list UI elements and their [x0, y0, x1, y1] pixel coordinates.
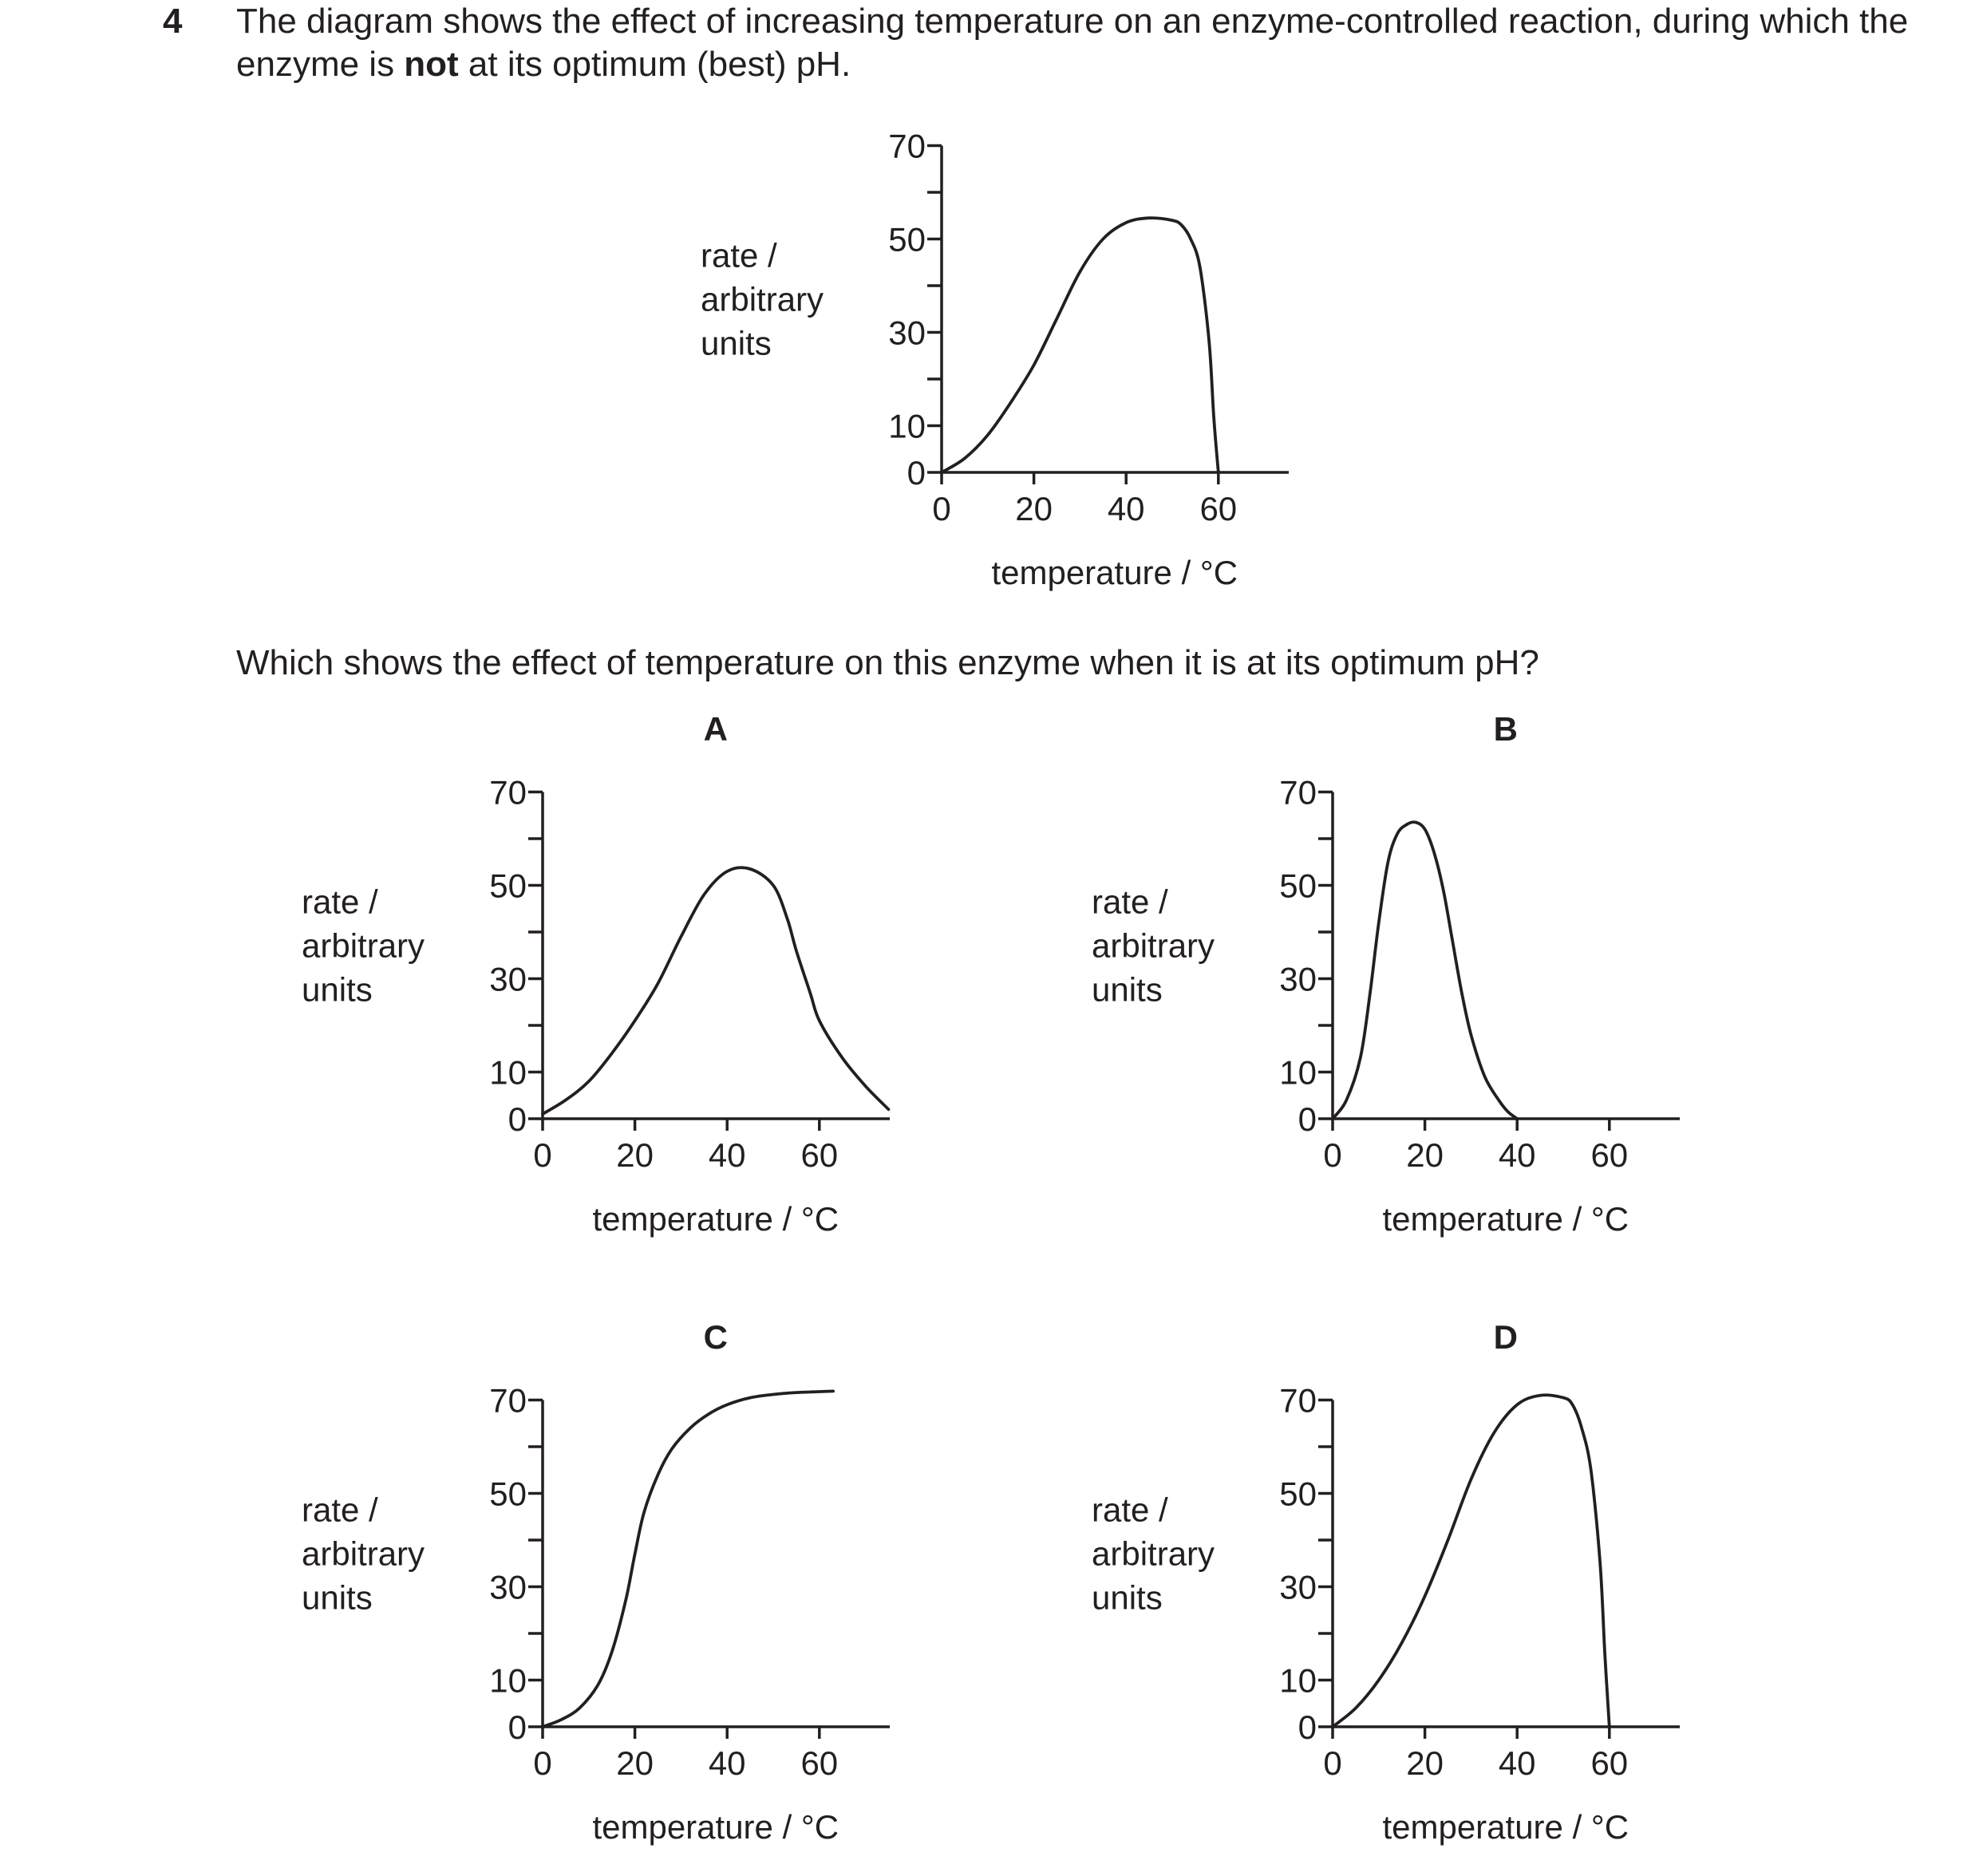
y-tick-label: 0 — [907, 454, 926, 492]
x-tick-label: 60 — [1590, 1136, 1629, 1174]
y-axis-label-line: rate / — [302, 883, 378, 921]
x-tick-label: 20 — [1406, 1136, 1444, 1174]
y-axis-label-line: units — [302, 970, 373, 1009]
y-tick-label: 0 — [1298, 1100, 1317, 1138]
x-tick-label: 20 — [616, 1744, 654, 1782]
y-tick-label: 30 — [489, 1568, 527, 1606]
x-tick-label: 60 — [1199, 490, 1238, 527]
y-tick-label: 10 — [1279, 1661, 1317, 1700]
stem-text-before: The diagram shows the effect of increasing temperature on an enzyme-controlled reaction, during which the enzyme is — [236, 2, 1909, 84]
stem-text-after: at its optimum (best) pH. — [458, 45, 851, 84]
y-axis-label-line: rate / — [302, 1491, 378, 1529]
y-tick-label: 70 — [1279, 1381, 1317, 1420]
rate-curve — [1333, 822, 1517, 1119]
chart-stem — [686, 120, 1325, 606]
option-letter: C — [703, 1318, 728, 1356]
chart-option-d — [1077, 1318, 1716, 1861]
y-tick-label: 70 — [1279, 773, 1317, 812]
y-tick-label: 50 — [489, 1475, 527, 1513]
y-tick-label: 0 — [1298, 1708, 1317, 1746]
x-axis-label: temperature / °C — [1382, 1200, 1629, 1238]
y-axis-label-line: arbitrary — [302, 1534, 425, 1573]
x-axis-label: temperature / °C — [1382, 1808, 1629, 1846]
y-tick-label: 0 — [508, 1100, 527, 1138]
y-axis-label-line: rate / — [1092, 883, 1168, 921]
y-tick-label: 70 — [489, 1381, 527, 1420]
y-tick-label: 30 — [1279, 1568, 1317, 1606]
stem-text-bold: not — [404, 45, 459, 84]
x-tick-label: 40 — [708, 1744, 746, 1782]
rate-curve — [543, 1391, 833, 1727]
y-axis-label-line: arbitrary — [701, 280, 824, 318]
option-letter: A — [703, 710, 728, 748]
x-tick-label: 40 — [1498, 1744, 1536, 1782]
y-axis-label-line: units — [701, 324, 772, 362]
y-tick-label: 10 — [489, 1661, 527, 1700]
x-tick-label: 60 — [800, 1136, 839, 1174]
y-tick-label: 50 — [888, 220, 926, 259]
y-axis-label-line: rate / — [1092, 1491, 1168, 1529]
question-stem — [236, 0, 1928, 86]
y-axis-label-line: arbitrary — [302, 926, 425, 965]
rate-curve — [543, 867, 889, 1114]
y-tick-label: 10 — [888, 407, 926, 445]
x-tick-label: 20 — [616, 1136, 654, 1174]
x-tick-label: 40 — [1498, 1136, 1536, 1174]
y-tick-label: 10 — [489, 1053, 527, 1092]
y-tick-label: 0 — [508, 1708, 527, 1746]
y-tick-label: 50 — [1279, 1475, 1317, 1513]
x-tick-label: 0 — [1323, 1136, 1342, 1174]
y-axis-label-line: units — [1092, 1578, 1163, 1617]
y-axis-label-line: arbitrary — [1092, 1534, 1215, 1573]
y-tick-label: 70 — [489, 773, 527, 812]
y-axis-label-line: arbitrary — [1092, 926, 1215, 965]
x-tick-label: 20 — [1406, 1744, 1444, 1782]
y-tick-label: 50 — [489, 867, 527, 905]
x-tick-label: 0 — [1323, 1744, 1342, 1782]
option-letter: B — [1493, 710, 1518, 748]
chart-option-c — [287, 1318, 926, 1861]
x-axis-label: temperature / °C — [991, 554, 1238, 591]
x-axis-label: temperature / °C — [592, 1200, 839, 1238]
x-tick-label: 40 — [708, 1136, 746, 1174]
question-number: 4 — [163, 2, 183, 41]
option-letter: D — [1493, 1318, 1518, 1356]
chart-option-a — [287, 710, 926, 1253]
x-tick-label: 60 — [1590, 1744, 1629, 1782]
x-tick-label: 20 — [1015, 490, 1053, 527]
y-tick-label: 30 — [1279, 960, 1317, 998]
question-prompt: Which shows the effect of temperature on this enzyme when it is at its optimum pH? — [236, 643, 1539, 682]
y-axis-label-line: rate / — [701, 236, 777, 274]
x-tick-label: 60 — [800, 1744, 839, 1782]
rate-curve — [1333, 1395, 1610, 1727]
x-axis-label: temperature / °C — [592, 1808, 839, 1846]
y-axis-label-line: units — [302, 1578, 373, 1617]
chart-option-b — [1077, 710, 1716, 1253]
x-tick-label: 40 — [1107, 490, 1145, 527]
y-tick-label: 30 — [888, 314, 926, 352]
y-tick-label: 70 — [888, 127, 926, 165]
y-tick-label: 50 — [1279, 867, 1317, 905]
x-tick-label: 0 — [932, 490, 951, 527]
y-axis-label-line: units — [1092, 970, 1163, 1009]
rate-curve — [942, 218, 1219, 472]
y-tick-label: 10 — [1279, 1053, 1317, 1092]
y-tick-label: 30 — [489, 960, 527, 998]
x-tick-label: 0 — [533, 1136, 552, 1174]
x-tick-label: 0 — [533, 1744, 552, 1782]
